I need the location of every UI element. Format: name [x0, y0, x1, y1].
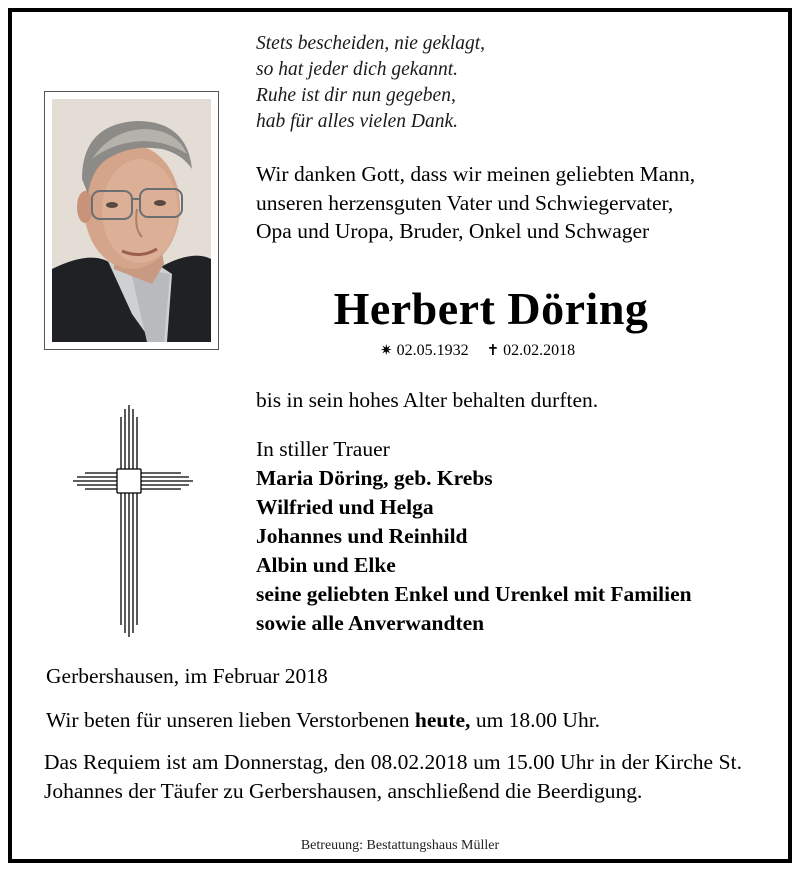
mourners-heading: In stiller Trauer: [256, 437, 390, 461]
intro-line: Wir danken Gott, dass wir meinen geliebten Mann,: [256, 162, 696, 186]
poem: [256, 31, 485, 135]
portrait-photo: [52, 99, 211, 342]
mourner-name: Wilfried und Helga: [256, 495, 434, 519]
portrait-frame: [44, 91, 219, 350]
life-dates: [380, 341, 575, 360]
prayer-notice: [46, 708, 600, 733]
death-cross-icon: ✝: [486, 343, 500, 359]
funeral-home-credit: Betreuung: Bestattungshaus Müller: [300, 838, 500, 853]
poem-line: so hat jeder dich gekannt.: [256, 59, 458, 80]
birth-date: 02.05.1932: [396, 342, 469, 359]
intro-line: unseren herzensguten Vater und Schwiegervater,: [256, 190, 674, 215]
prayer-emphasis: heute,: [414, 708, 471, 732]
intro-text: [256, 160, 695, 246]
prayer-time: um 18.00 Uhr.: [470, 708, 601, 732]
mourners-block: [256, 435, 692, 638]
poem-line: Stets bescheiden, nie geklagt,: [256, 33, 486, 54]
poem-line: Ruhe ist dir nun gegeben,: [256, 85, 456, 106]
mourner-name: Johannes und Reinhild: [256, 524, 468, 548]
mourner-name: seine geliebten Enkel und Urenkel mit Familien: [256, 582, 692, 606]
poem-line: hab für alles vielen Dank.: [256, 111, 458, 132]
death-date: 02.02.2018: [503, 342, 576, 359]
cross-icon: [73, 405, 193, 640]
place-date: Gerbershausen, im Februar 2018: [46, 664, 328, 688]
requiem-notice: Das Requiem ist am Donnerstag, den 08.02.2018 um 15.00 Uhr in der Kirche St. Johannes der Täufer zu Gerbershausen, anschließend die Beerdigung.: [44, 750, 742, 803]
birth-star-icon: ✷: [380, 343, 393, 359]
portrait-illustration: [52, 99, 211, 342]
alter-text: bis in sein hohes Alter behalten durften.: [256, 388, 599, 412]
mourner-name: sowie alle Anverwandten: [256, 611, 485, 635]
intro-line: Opa und Uropa, Bruder, Onkel und Schwager: [256, 219, 650, 243]
mourner-name: Albin und Elke: [256, 553, 396, 577]
prayer-text: Wir beten für unseren lieben Verstorbenen: [46, 708, 415, 732]
mourner-name: Maria Döring, geb. Krebs: [256, 466, 493, 490]
deceased-name: Herbert Döring: [333, 283, 649, 334]
